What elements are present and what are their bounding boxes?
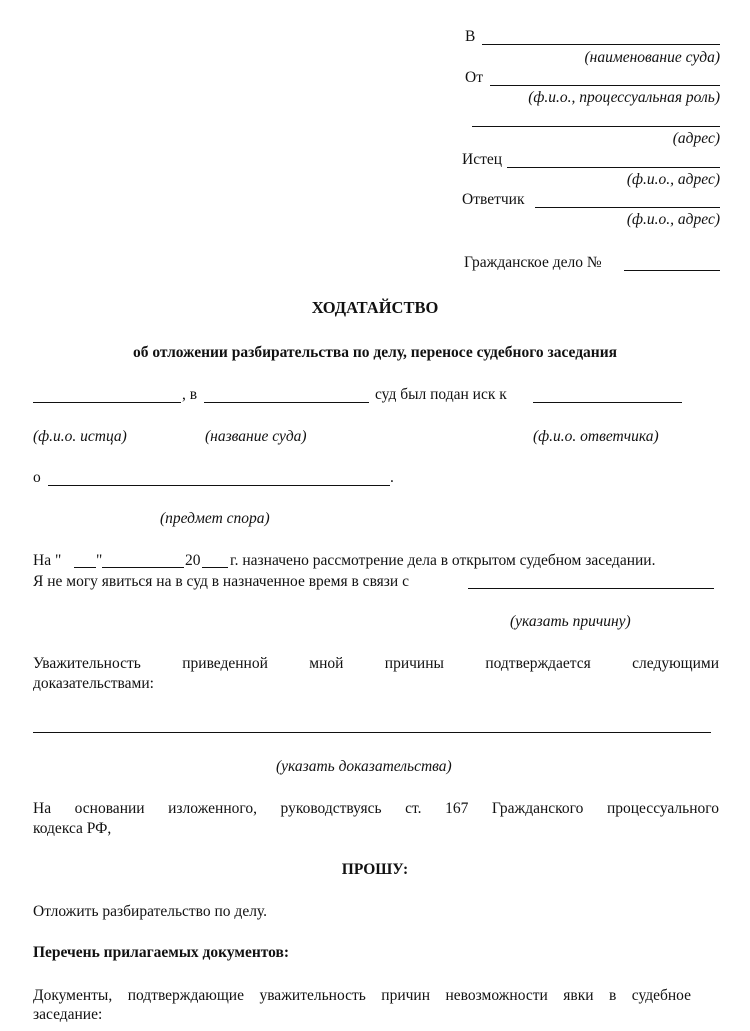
defendant-prefix: Ответчик xyxy=(462,191,525,208)
plaintiff-prefix: Истец xyxy=(462,151,503,168)
hint-subject: (предмет спора) xyxy=(160,510,270,527)
comma-v-text: , в xyxy=(182,386,198,403)
defendant-blank[interactable] xyxy=(535,207,720,208)
from-hint: (ф.и.о., процессуальная роль) xyxy=(528,89,720,106)
cannot-attend-text: Я не могу явиться на в суд в назначенное время в связи с xyxy=(33,573,409,590)
hearing-year-prefix: 20 xyxy=(185,552,201,569)
claim-filed-text: суд был подан иск к xyxy=(375,386,507,403)
plaintiff-blank[interactable] xyxy=(507,167,720,168)
plaintiff-hint: (ф.и.о., адрес) xyxy=(626,171,720,188)
hearing-quote: " xyxy=(96,552,103,569)
hearing-na: На " xyxy=(33,552,62,569)
evidence-line-2: доказательствами: xyxy=(33,675,154,692)
request-text: Отложить разбирательство по делу. xyxy=(33,903,268,920)
case-number-blank[interactable] xyxy=(624,270,720,271)
document-subtitle: об отложении разбирательства по делу, переносе судебного заседания xyxy=(132,344,618,361)
court-blank[interactable] xyxy=(204,402,369,403)
document-title: ХОДАТАЙСТВО xyxy=(311,298,439,317)
request-heading: ПРОШУ: xyxy=(341,861,409,878)
court-name-blank[interactable] xyxy=(482,44,720,45)
from-blank[interactable] xyxy=(490,85,720,86)
subject-blank[interactable] xyxy=(48,485,390,486)
hint-plaintiff: (ф.и.о. истца) xyxy=(33,428,127,445)
attachments-line-2: заседание: xyxy=(33,1006,103,1023)
address-blank[interactable] xyxy=(472,126,720,127)
case-number-label: Гражданское дело № xyxy=(464,254,602,271)
hint-evidence: (указать доказательства) xyxy=(276,758,452,775)
about-prefix: о xyxy=(33,469,41,486)
address-hint: (адрес) xyxy=(672,130,720,147)
hint-reason: (указать причину) xyxy=(510,613,631,630)
plaintiff-name-blank[interactable] xyxy=(33,402,181,403)
month-blank[interactable] xyxy=(102,567,184,568)
hearing-text: г. назначено рассмотрение дела в открытом судебном заседании. xyxy=(230,552,656,569)
attachments-line-1: Документы, подтверждающие уважительность причин невозможности явки в судебное xyxy=(33,987,691,1004)
reason-blank[interactable] xyxy=(468,588,714,589)
defendant-name-blank[interactable] xyxy=(533,402,682,403)
evidence-blank[interactable] xyxy=(33,732,711,733)
defendant-hint: (ф.и.о., адрес) xyxy=(626,211,720,228)
court-name-hint: (наименование суда) xyxy=(584,49,720,66)
basis-line-2: кодекса РФ, xyxy=(33,820,112,837)
attachments-heading: Перечень прилагаемых документов: xyxy=(33,944,290,961)
to-prefix: В xyxy=(465,28,476,45)
hint-court: (название суда) xyxy=(205,428,307,445)
day-blank[interactable] xyxy=(74,567,96,568)
year-blank[interactable] xyxy=(202,567,228,568)
basis-line-1: На основании изложенного, руководствуясь ст. 167 Гражданского процессуального xyxy=(33,800,719,817)
from-prefix: От xyxy=(465,69,483,86)
about-period: . xyxy=(390,469,394,486)
hint-defendant: (ф.и.о. ответчика) xyxy=(533,428,659,445)
evidence-line-1: Уважительность приведенной мной причины подтверждается следующими xyxy=(33,655,719,672)
